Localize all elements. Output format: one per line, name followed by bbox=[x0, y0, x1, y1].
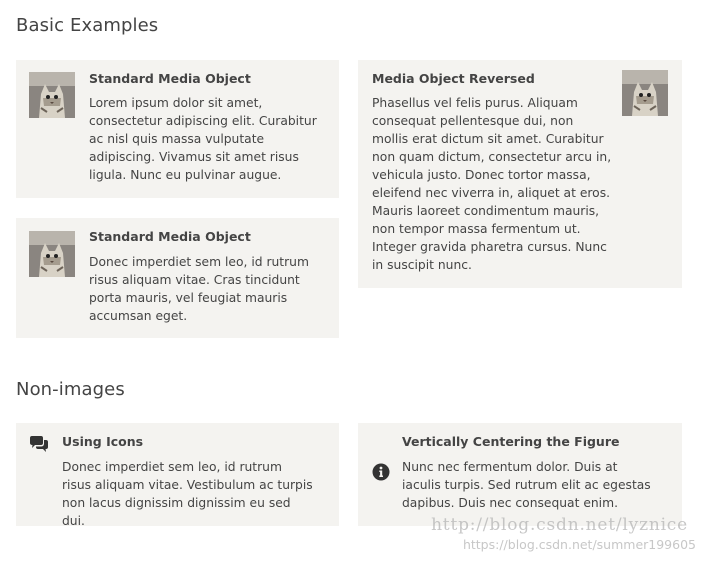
kitten-thumbnail-image bbox=[29, 231, 75, 277]
watermark-blog-url: http://blog.csdn.net/lyznice bbox=[431, 515, 688, 535]
card-body-text: Lorem ipsum dolor sit amet, consectetur adipiscing elit. Curabitur ac nisl quis massa vulputate adipiscing. Vivamus sit amet risus ligula. Nunc eu pulvinar augue. bbox=[89, 96, 317, 182]
kitten-thumbnail-image bbox=[29, 72, 75, 118]
card-title: Standard Media Object bbox=[89, 71, 251, 86]
watermark-source-url: https://blog.csdn.net/summer199605 bbox=[462, 537, 696, 552]
card-body-text: Phasellus vel felis purus. Aliquam consequat pellentesque dui, non mollis erat dictum sit amet. Curabitur non quam dictum, consectetur arcu in, vehicula justo. Donec tortor massa, eleifend nec viverra in, aliquet at eros. Mauris laoreet condimentum mauris, non tempor massa fermentum ut. Integer gravida pharetra cursus. Nunc in suscipit nunc. bbox=[372, 96, 612, 272]
card-title: Vertically Centering the Figure bbox=[402, 434, 620, 449]
non-images-heading: Non-images bbox=[16, 379, 125, 400]
kitten-thumbnail-image bbox=[622, 70, 668, 116]
media-card-icons bbox=[16, 423, 339, 526]
card-body-text: Donec imperdiet sem leo, id rutrum risus aliquam vitae. Cras tincidunt porta mauris, vel feugiat mauris accumsan eget. bbox=[89, 255, 309, 323]
media-card-reversed bbox=[358, 60, 682, 288]
card-body-text: Nunc nec fermentum dolor. Duis at iaculis turpis. Sed rutrum elit ac egestas dapibus. Duis nec consequat enim. bbox=[402, 460, 651, 510]
media-card-standard-2 bbox=[16, 218, 339, 338]
info-circle-icon bbox=[372, 463, 392, 483]
card-body-text: Donec imperdiet sem leo, id rutrum risus aliquam vitae. Vestibulum ac turpis non lacus dignissim dignissim eu sed dui. bbox=[62, 460, 313, 528]
card-title: Using Icons bbox=[62, 434, 144, 449]
media-card-standard-1 bbox=[16, 60, 339, 198]
card-title: Standard Media Object bbox=[89, 229, 251, 244]
comments-icon bbox=[29, 435, 49, 455]
basic-examples-heading: Basic Examples bbox=[16, 15, 159, 36]
card-title: Media Object Reversed bbox=[372, 71, 535, 86]
media-card-centering bbox=[358, 423, 682, 526]
